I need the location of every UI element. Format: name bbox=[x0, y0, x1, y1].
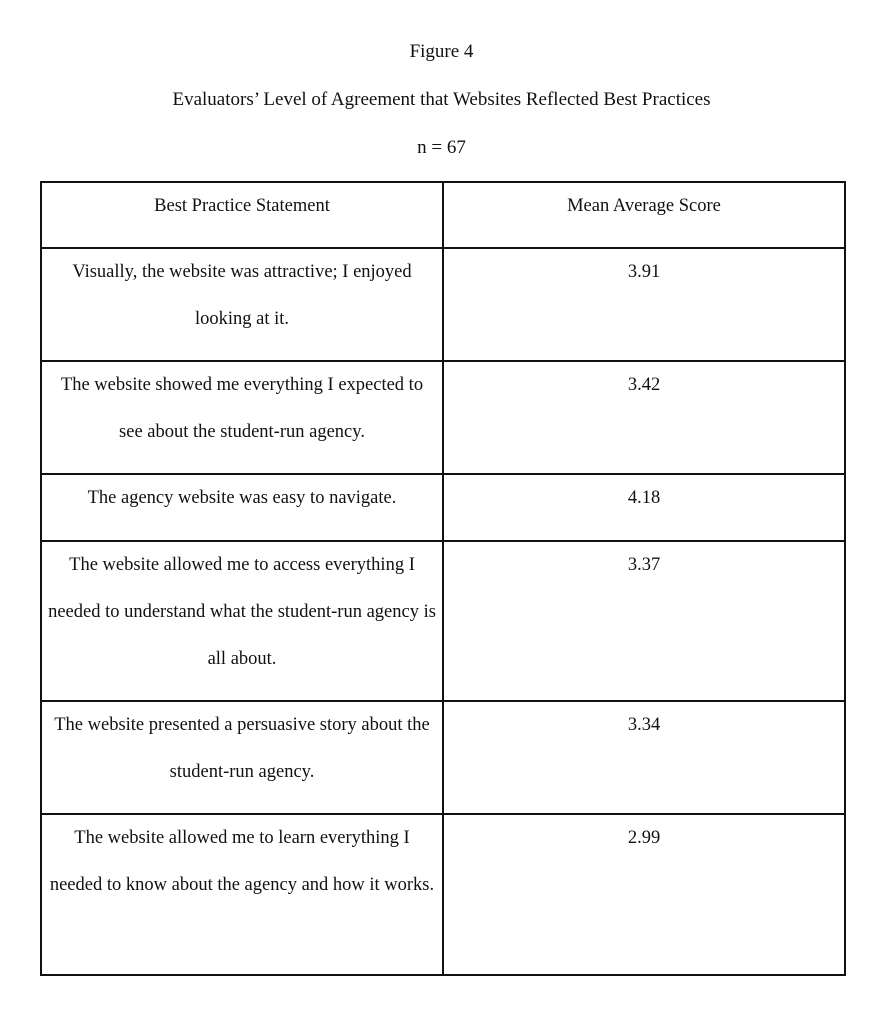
statement-text: The agency website was easy to navigate. bbox=[87, 488, 397, 508]
sample-size: n = 67 bbox=[417, 137, 466, 158]
statement-cell bbox=[41, 361, 443, 474]
score-value: 2.99 bbox=[627, 828, 661, 848]
table-row bbox=[41, 701, 845, 814]
statement-cell bbox=[41, 701, 443, 814]
statement-cell bbox=[41, 248, 443, 361]
score-cell bbox=[443, 541, 845, 701]
statement-text: The website showed me everything I expected to see about the student-run agency. bbox=[60, 375, 424, 442]
score-value: 3.42 bbox=[627, 375, 661, 395]
table-row bbox=[41, 541, 845, 701]
statement-text: The website allowed me to learn everything I needed to know about the agency and how it works. bbox=[49, 828, 435, 895]
score-value: 3.91 bbox=[627, 262, 661, 282]
column-header-score: Mean Average Score bbox=[443, 182, 845, 248]
column-header-statement: Best Practice Statement bbox=[41, 182, 443, 248]
best-practice-table bbox=[40, 181, 846, 976]
score-value: 3.37 bbox=[627, 555, 661, 575]
score-cell bbox=[443, 361, 845, 474]
score-value: 3.34 bbox=[627, 715, 661, 735]
statement-text: The website presented a persuasive story about the student-run agency. bbox=[54, 715, 430, 782]
statement-cell bbox=[41, 541, 443, 701]
statement-text: Visually, the website was attractive; I enjoyed looking at it. bbox=[72, 262, 412, 329]
figure-title: Evaluators’ Level of Agreement that Websites Reflected Best Practices bbox=[172, 89, 711, 110]
statement-cell bbox=[41, 814, 443, 975]
table-row bbox=[41, 248, 845, 361]
score-cell bbox=[443, 701, 845, 814]
score-cell bbox=[443, 248, 845, 361]
table-row bbox=[41, 474, 845, 541]
score-value: 4.18 bbox=[627, 488, 661, 508]
table-row bbox=[41, 814, 845, 975]
figure-label: Figure 4 bbox=[409, 41, 474, 62]
score-cell bbox=[443, 814, 845, 975]
statement-text: The website allowed me to access everything I needed to understand what the student-run agency is all about. bbox=[48, 555, 436, 669]
score-cell bbox=[443, 474, 845, 541]
statement-cell bbox=[41, 474, 443, 541]
table-row bbox=[41, 361, 845, 474]
table-header-row bbox=[41, 182, 845, 248]
